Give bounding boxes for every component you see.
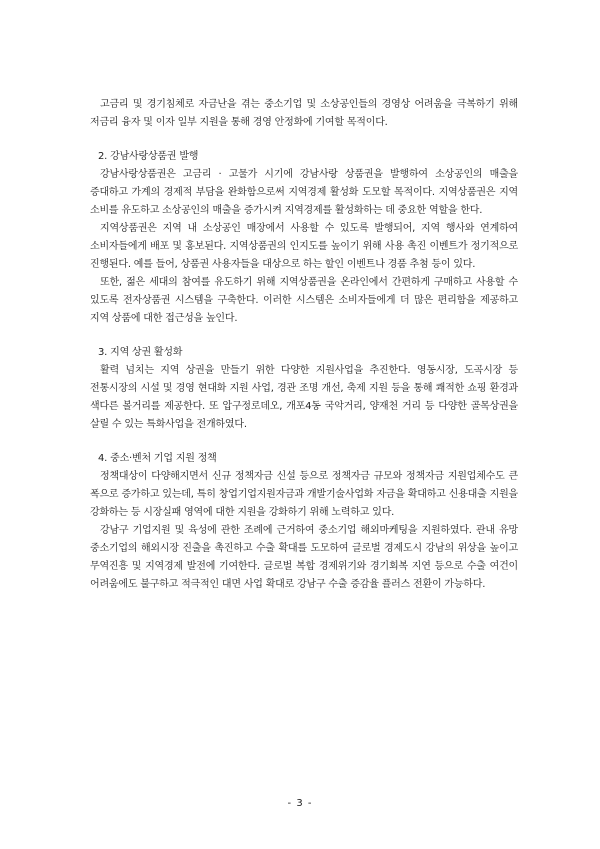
- section-heading-voucher: 2. 강남사랑상품권 발행: [98, 151, 199, 162]
- section-heading-local-commerce: 3. 지역 상권 활성화: [98, 347, 183, 358]
- intro-paragraph: 고금리 및 경기침체로 자금난을 겪는 중소기업 및 소상공인들의 경영상 어려움을 극복하기 위해 저금리 융자 및 이자 일부 지원을 통해 경영 안정화에 기여할 목적이다.: [90, 99, 518, 128]
- section-heading-sme-policy: 4. 중소·벤처 기업 지원 정책: [98, 453, 217, 464]
- document-body: [90, 96, 518, 594]
- section-paragraph: 또한, 젊은 세대의 참여를 유도하기 위해 지역상품권을 온라인에서 간편하게 구매하고 사용할 수 있도록 전자상품권 시스템을 구축한다. 이러한 시스템은 소비자들에게 더 많은 편리함을 제공하고 지역 상품에 대한 접근성을 높인다.: [90, 277, 518, 324]
- page-number: - 3 -: [287, 798, 313, 809]
- section-paragraph: 정책대상이 다양해지면서 신규 정책자금 신설 등으로 정책자금 규모와 정책자금 지원업체수도 큰 폭으로 증가하고 있는데, 특히 창업기업지원자금과 개발기술사업화 자금을 확대하고 신용대출 지원을 강화하는 등 시장실패 영역에 대한 지원을 강화하기 위해 노력하고 있다.: [90, 471, 518, 518]
- section-paragraph: 강남구 기업지원 및 육성에 관한 조례에 근거하여 중소기업 해외마케팅을 지원하였다. 관내 유망 중소기업의 해외시장 진출을 촉진하고 수출 확대를 도모하여 글로벌 경제도시 강남의 위상을 높이고 무역진흥 및 지역경제 발전에 기여한다. 글로벌 복합 경제위기와 경기회복 지연 등으로 수출 여건이 어려움에도 불구하고 적극적인 대면 사업 확대로 강남구 수출 증감율 플러스 전환이 가능하다.: [90, 525, 518, 590]
- section-paragraph: 지역상품권은 지역 내 소상공인 매장에서 사용할 수 있도록 발행되어, 지역 행사와 연계하여 소비자들에게 배포 및 홍보된다. 지역상품권의 인지도를 높이기 위해 사용 촉진 이벤트가 정기적으로 진행된다. 예를 들어, 상품권 사용자들을 대상으로 하는 할인 이벤트나 경품 추첨 등이 있다.: [90, 223, 518, 270]
- section-paragraph: 활력 넘치는 지역 상권을 만들기 위한 다양한 지원사업을 추진한다. 영동시장, 도곡시장 등 전통시장의 시설 및 경영 현대화 지원 사업, 경관 조명 개선, 축제 지원 등을 통해 쾌적한 쇼핑 환경과 색다른 볼거리를 제공한다. 또 압구정로데오, 개포4동 국악거리, 양재천 거리 등 다양한 골목상권을 살릴 수 있는 특화사업을 전개하였다.: [90, 365, 518, 430]
- section-paragraph: 강남사랑상품권은 고금리 · 고물가 시기에 강남사랑 상품권을 발행하여 소상공인의 매출을 증대하고 가계의 경제적 부담을 완화함으로써 지역경제 활성화 도모할 목적이다. 지역상품권은 지역 소비를 유도하고 소상공인의 매출을 증가시켜 지역경제를 활성화하는 데 중요한 역할을 한다.: [90, 169, 518, 216]
